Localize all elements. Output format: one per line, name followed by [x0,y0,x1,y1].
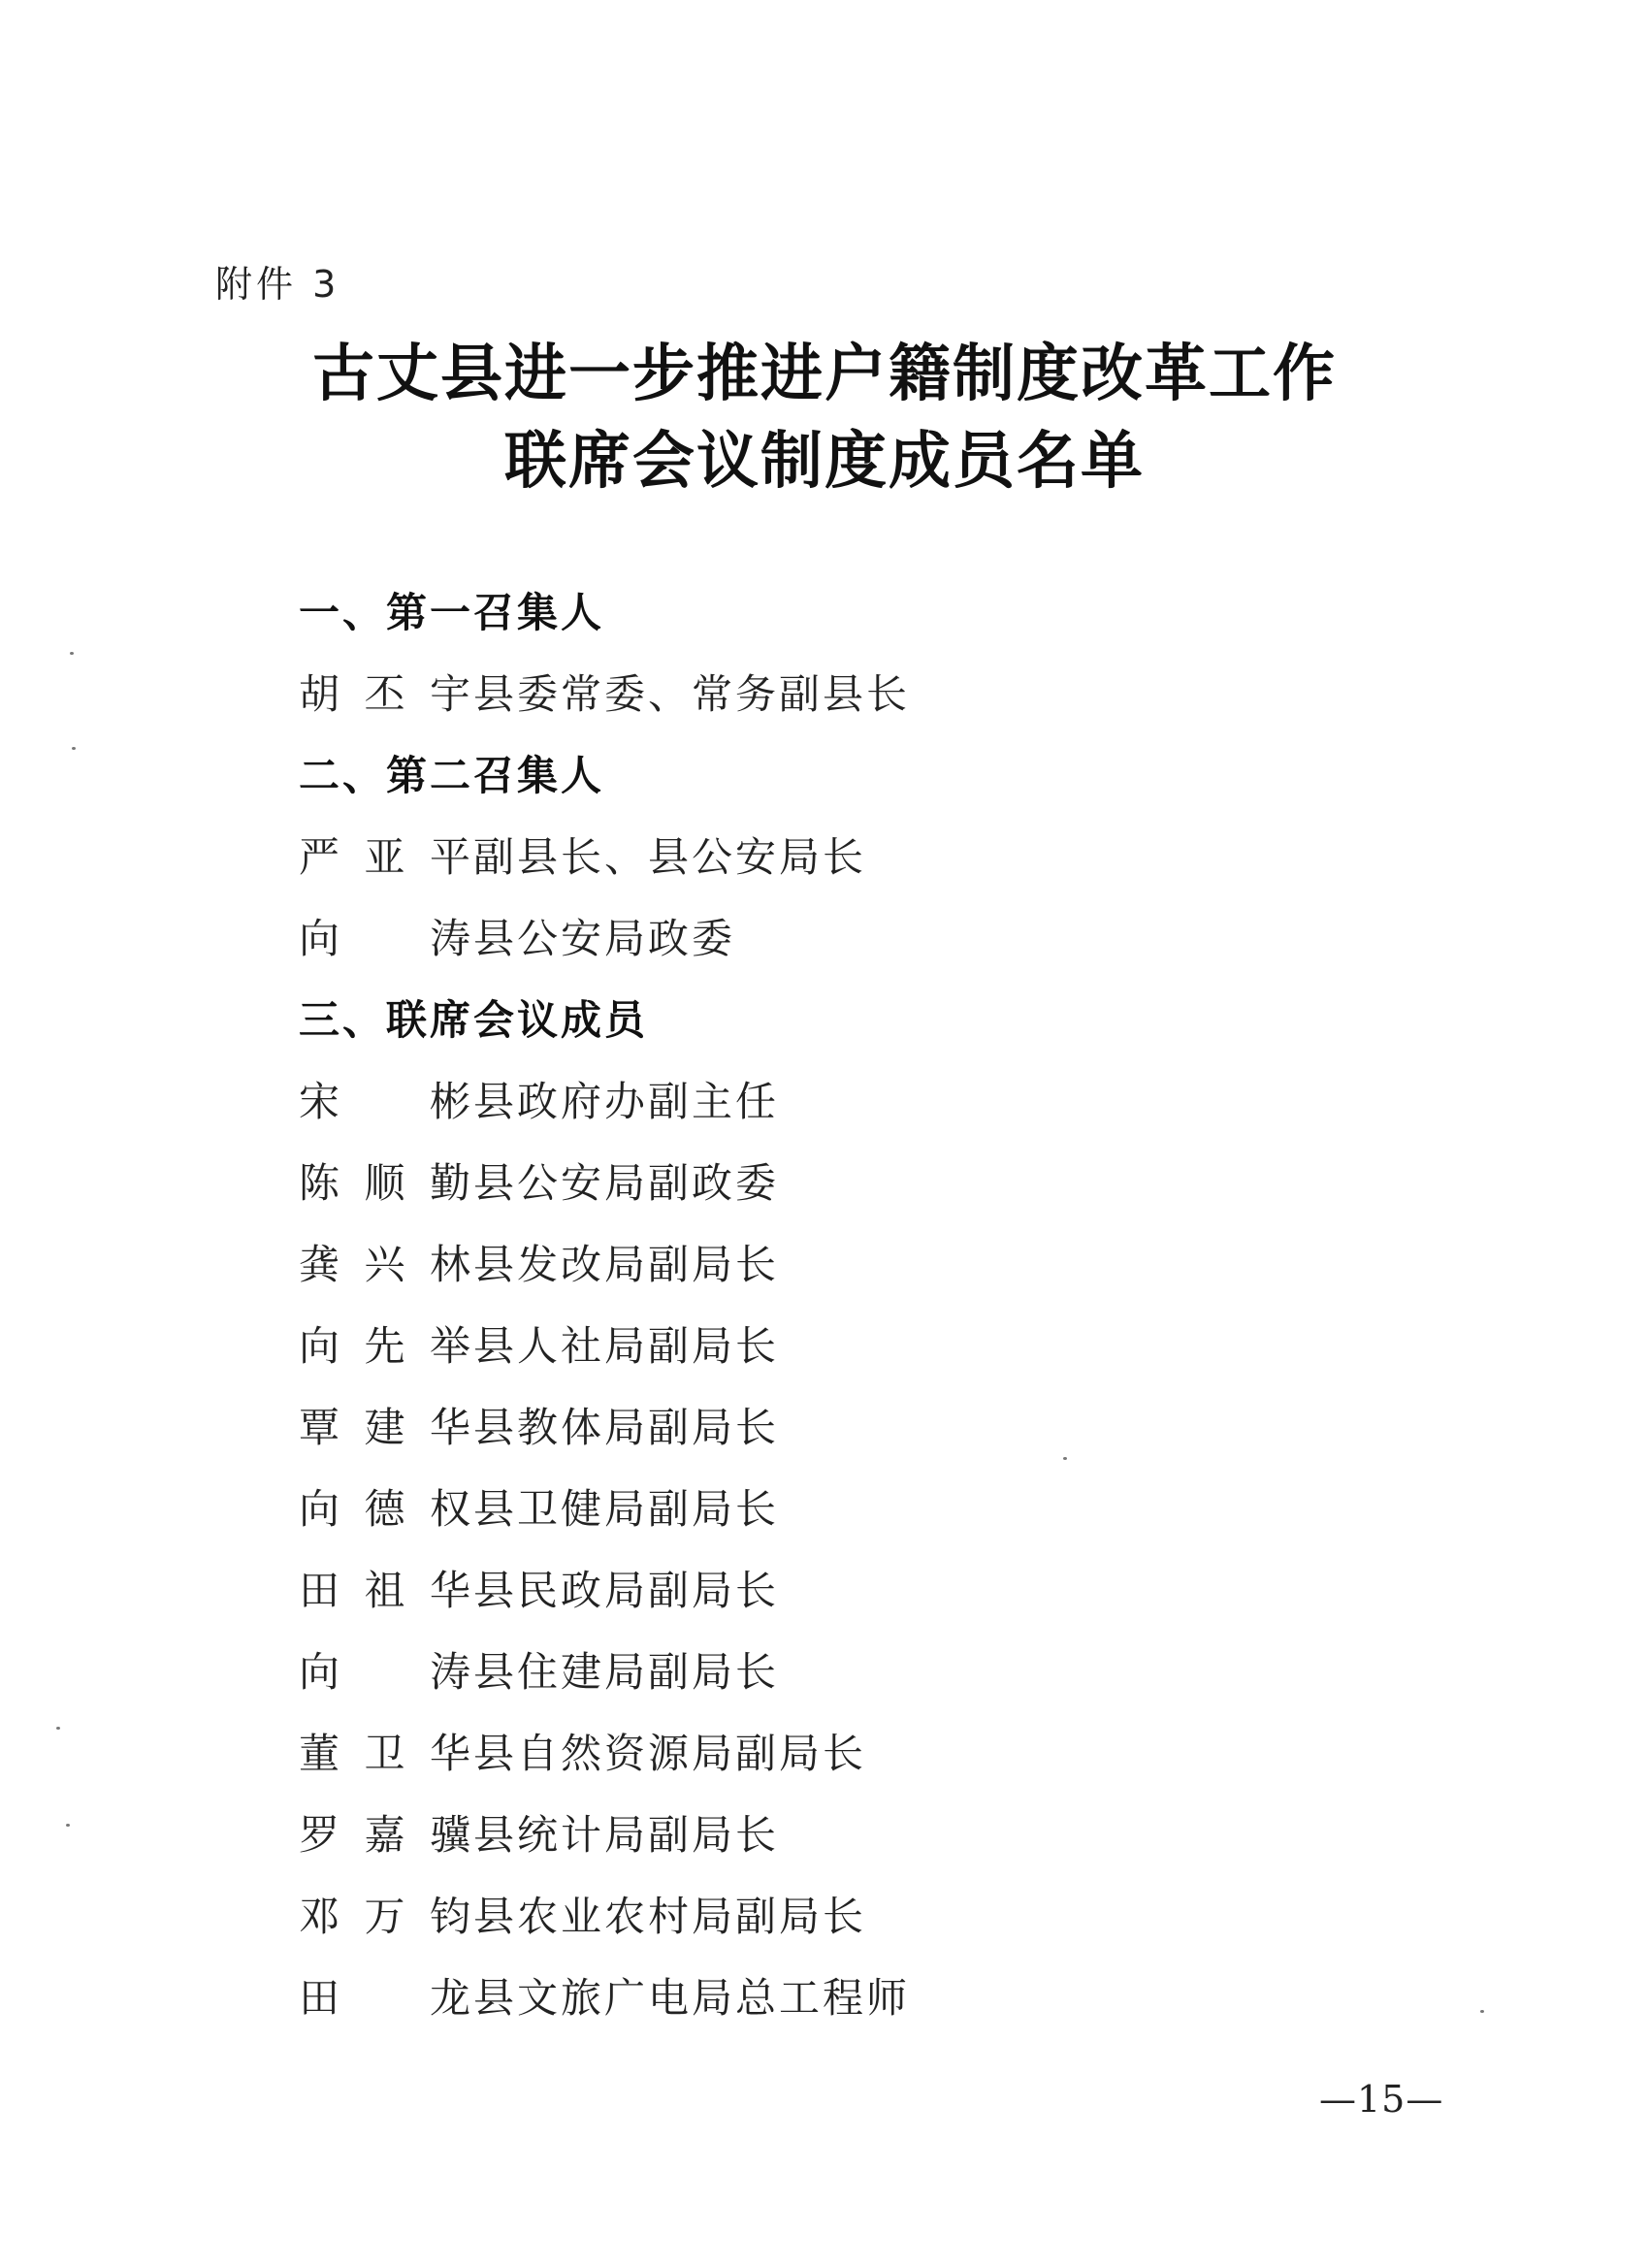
list-item [299,1550,1463,1632]
document-title-line-2: 联席会议制度成员名单 [504,425,1145,498]
scan-speck [56,1727,60,1730]
member-name: 陈顺勤 [299,1159,473,1207]
member-name: 胡丕宇 [299,670,473,718]
member-role: 县公安局副政委 [473,1159,780,1207]
member-list [299,572,1463,2039]
page-number: —15— [1319,2078,1444,2121]
member-name: 宋彬 [299,1078,473,1125]
list-item [299,654,1463,735]
list-item [299,1143,1463,1224]
member-name: 覃建华 [299,1404,473,1451]
section-heading-first-convener: 一、第一召集人 [299,589,605,636]
list-item [299,1469,1463,1550]
member-role: 县自然资源局副局长 [473,1730,867,1777]
member-role: 县农业农村局副局长 [473,1893,867,1940]
scan-speck [1480,2010,1484,2013]
member-role: 副县长、县公安局长 [473,833,867,881]
attachment-label: 附件 3 [215,263,340,306]
scan-speck [70,652,74,655]
section-heading-joint-meeting-members: 三、联席会议成员 [299,996,649,1044]
member-role: 县卫健局副局长 [473,1485,780,1533]
member-name: 向德权 [299,1485,473,1533]
member-role: 县公安局政委 [473,915,736,962]
member-name: 邓万钧 [299,1893,473,1940]
member-name: 严亚平 [299,833,473,881]
list-item [299,1224,1463,1306]
member-role: 县委常委、常务副县长 [473,670,911,718]
list-item [299,1876,1463,1958]
list-item [299,1387,1463,1469]
scan-speck [1063,1457,1067,1460]
document-title-line-1: 古丈县进一步推进户籍制度改革工作 [312,338,1337,410]
member-name: 田龙 [299,1974,473,2022]
member-name: 向先举 [299,1322,473,1370]
member-role: 县政府办副主任 [473,1078,780,1125]
list-item [299,1632,1463,1713]
member-name: 田祖华 [299,1567,473,1614]
member-name: 龚兴林 [299,1241,473,1288]
list-item [299,1795,1463,1876]
list-item [299,1061,1463,1143]
member-name: 向涛 [299,915,473,962]
member-name: 罗嘉骥 [299,1811,473,1859]
member-role: 县发改局副局长 [473,1241,780,1288]
member-name: 向涛 [299,1648,473,1696]
list-item [299,898,1463,980]
scan-speck [72,747,76,750]
list-item [299,1958,1463,2039]
member-role: 县人社局副局长 [473,1322,780,1370]
list-item [299,817,1463,898]
scan-speck [66,1824,70,1827]
section-heading-second-convener: 二、第二召集人 [299,752,605,799]
member-role: 县民政局副局长 [473,1567,780,1614]
member-role: 县教体局副局长 [473,1404,780,1451]
member-role: 县文旅广电局总工程师 [473,1974,911,2022]
member-role: 县住建局副局长 [473,1648,780,1696]
list-item [299,1713,1463,1795]
member-role: 县统计局副局长 [473,1811,780,1859]
list-item [299,1306,1463,1387]
member-name: 董卫华 [299,1730,473,1777]
